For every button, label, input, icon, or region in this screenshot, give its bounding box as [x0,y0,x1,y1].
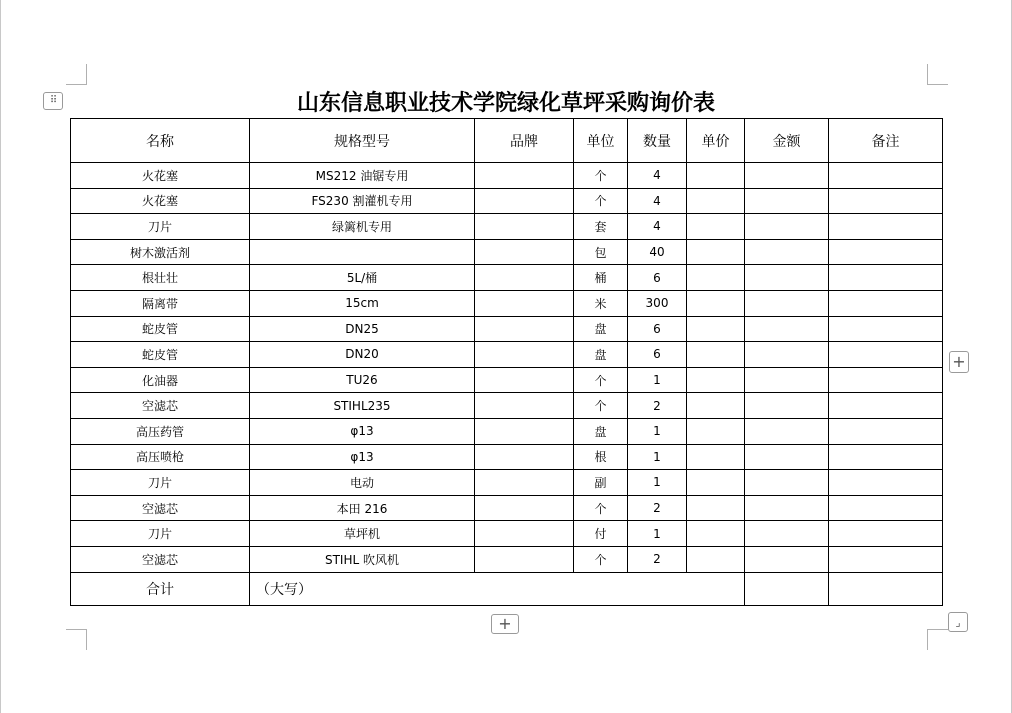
cell-name[interactable]: 空滤芯 [71,393,250,419]
cell-name[interactable]: 树木激活剂 [71,239,250,265]
cell-name[interactable]: 火花塞 [71,163,250,189]
cell-quantity[interactable]: 1 [628,521,687,547]
cell-unit-price[interactable] [687,265,745,291]
header-unit: 单位 [574,119,628,163]
table-row [71,521,943,547]
cell-amount[interactable] [745,367,829,393]
cell-unit-price[interactable] [687,316,745,342]
cell-unit-price[interactable] [687,546,745,572]
table-row [71,444,943,470]
cell-brand[interactable] [475,393,574,419]
cell-name[interactable]: 蛇皮管 [71,342,250,368]
cell-unit-price[interactable] [687,470,745,496]
cell-note[interactable] [829,290,943,316]
cell-note[interactable] [829,188,943,214]
cell-quantity[interactable]: 4 [628,163,687,189]
cell-spec[interactable]: 5L/桶 [250,265,475,291]
cell-spec[interactable]: 本田 216 [250,495,475,521]
cell-name[interactable]: 高压药管 [71,418,250,444]
cell-spec[interactable]: DN20 [250,342,475,368]
cell-spec[interactable]: STIHL235 [250,393,475,419]
table-row [71,214,943,240]
table-row [71,367,943,393]
cell-brand[interactable] [475,239,574,265]
cell-note[interactable] [829,342,943,368]
table-row [71,470,943,496]
total-note[interactable] [829,572,943,605]
cell-note[interactable] [829,470,943,496]
cell-amount[interactable] [745,521,829,547]
cell-amount[interactable] [745,418,829,444]
cell-unit-price[interactable] [687,444,745,470]
header-note: 备注 [829,119,943,163]
cell-note[interactable] [829,316,943,342]
cell-quantity[interactable]: 2 [628,393,687,419]
cell-brand[interactable] [475,470,574,496]
cell-note[interactable] [829,163,943,189]
cell-name[interactable]: 刀片 [71,521,250,547]
cell-name[interactable]: 刀片 [71,214,250,240]
cell-spec[interactable]: DN25 [250,316,475,342]
cell-quantity[interactable]: 2 [628,495,687,521]
cell-quantity[interactable]: 6 [628,342,687,368]
cell-amount[interactable] [745,470,829,496]
cell-brand[interactable] [475,163,574,189]
total-row [71,572,943,605]
cell-amount[interactable] [745,546,829,572]
cell-unit-price[interactable] [687,393,745,419]
header-brand: 品牌 [475,119,574,163]
cell-spec[interactable]: 绿篱机专用 [250,214,475,240]
cell-spec[interactable]: φ13 [250,418,475,444]
table-row [71,239,943,265]
cell-brand[interactable] [475,418,574,444]
cell-quantity[interactable]: 4 [628,214,687,240]
cell-name[interactable]: 火花塞 [71,188,250,214]
cell-name[interactable]: 化油器 [71,367,250,393]
total-amount[interactable] [745,572,829,605]
cell-spec[interactable]: MS212 油锯专用 [250,163,475,189]
cell-brand[interactable] [475,495,574,521]
cell-unit[interactable]: 个 [574,367,628,393]
cell-name[interactable]: 空滤芯 [71,495,250,521]
total-in-words[interactable]: （大写） [250,572,745,605]
cell-unit-price[interactable] [687,342,745,368]
cell-amount[interactable] [745,239,829,265]
cell-unit[interactable]: 个 [574,163,628,189]
cell-amount[interactable] [745,265,829,291]
table-row [71,546,943,572]
cell-unit[interactable]: 个 [574,546,628,572]
margin-corner-bottom-right [927,629,948,650]
cell-unit[interactable]: 个 [574,393,628,419]
cell-amount[interactable] [745,444,829,470]
table-resize-handle-icon[interactable]: ⌟ [948,612,968,632]
cell-note[interactable] [829,418,943,444]
cell-quantity[interactable]: 300 [628,290,687,316]
cell-unit-price[interactable] [687,418,745,444]
inquiry-table [70,118,943,606]
cell-note[interactable] [829,521,943,547]
table-row [71,290,943,316]
cell-note[interactable] [829,393,943,419]
cell-brand[interactable] [475,521,574,547]
cell-name[interactable]: 刀片 [71,470,250,496]
cell-unit[interactable]: 根 [574,444,628,470]
cell-brand[interactable] [475,265,574,291]
cell-unit[interactable]: 付 [574,521,628,547]
cell-quantity[interactable]: 4 [628,188,687,214]
header-quantity: 数量 [628,119,687,163]
cell-amount[interactable] [745,188,829,214]
cell-spec[interactable]: 草坪机 [250,521,475,547]
cell-unit-price[interactable] [687,367,745,393]
table-row [71,393,943,419]
cell-unit-price[interactable] [687,214,745,240]
header-unit-price: 单价 [687,119,745,163]
header-name: 名称 [71,119,250,163]
cell-amount[interactable] [745,163,829,189]
cell-note[interactable] [829,239,943,265]
cell-brand[interactable] [475,546,574,572]
cell-brand[interactable] [475,316,574,342]
cell-brand[interactable] [475,342,574,368]
cell-note[interactable] [829,495,943,521]
cell-amount[interactable] [745,290,829,316]
cell-unit[interactable]: 包 [574,239,628,265]
cell-unit-price[interactable] [687,290,745,316]
table-row [71,316,943,342]
cell-quantity[interactable]: 2 [628,546,687,572]
cell-amount[interactable] [745,393,829,419]
margin-corner-top-right [927,64,948,85]
cell-unit[interactable]: 桶 [574,265,628,291]
cell-unit[interactable]: 盘 [574,418,628,444]
cell-brand[interactable] [475,444,574,470]
cell-unit-price[interactable] [687,495,745,521]
add-column-button[interactable]: + [949,351,969,373]
cell-unit-price[interactable] [687,188,745,214]
cell-spec[interactable]: 电动 [250,470,475,496]
cell-spec[interactable]: STIHL 吹风机 [250,546,475,572]
margin-corner-bottom-left [66,629,87,650]
cell-unit-price[interactable] [687,521,745,547]
cell-quantity[interactable]: 1 [628,444,687,470]
cell-spec[interactable] [250,239,475,265]
cell-amount[interactable] [745,214,829,240]
table-row [71,495,943,521]
cell-unit[interactable]: 个 [574,495,628,521]
table-row [71,342,943,368]
table-row [71,188,943,214]
document-title: 山东信息职业技术学院绿化草坪采购询价表 [296,90,715,116]
table-row [71,418,943,444]
cell-quantity[interactable]: 40 [628,239,687,265]
header-row [71,119,943,163]
cell-note[interactable] [829,444,943,470]
cell-quantity[interactable]: 1 [628,470,687,496]
cell-spec[interactable]: FS230 割灌机专用 [250,188,475,214]
total-label: 合计 [71,572,250,605]
cell-unit[interactable]: 副 [574,470,628,496]
cell-spec[interactable]: φ13 [250,444,475,470]
header-amount: 金额 [745,119,829,163]
cell-unit-price[interactable] [687,239,745,265]
cell-spec[interactable]: 15cm [250,290,475,316]
cell-quantity[interactable]: 6 [628,316,687,342]
add-row-button[interactable]: + [491,614,519,634]
cell-amount[interactable] [745,495,829,521]
cell-name[interactable]: 空滤芯 [71,546,250,572]
cell-brand[interactable] [475,188,574,214]
cell-note[interactable] [829,214,943,240]
cell-quantity[interactable]: 1 [628,367,687,393]
cell-brand[interactable] [475,214,574,240]
cell-unit[interactable]: 盘 [574,316,628,342]
cell-note[interactable] [829,367,943,393]
table-row [71,163,943,189]
cell-amount[interactable] [745,342,829,368]
cell-note[interactable] [829,265,943,291]
page-left-edge [0,0,1,713]
cell-unit-price[interactable] [687,163,745,189]
cell-quantity[interactable]: 1 [628,418,687,444]
cell-brand[interactable] [475,290,574,316]
cell-name[interactable]: 隔离带 [71,290,250,316]
cell-name[interactable]: 高压喷枪 [71,444,250,470]
cell-name[interactable]: 蛇皮管 [71,316,250,342]
table-row [71,265,943,291]
header-spec: 规格型号 [250,119,475,163]
cell-unit[interactable]: 盘 [574,342,628,368]
cell-amount[interactable] [745,316,829,342]
margin-corner-top-left [66,64,87,85]
cell-brand[interactable] [475,367,574,393]
cell-name[interactable]: 根壮壮 [71,265,250,291]
cell-unit[interactable]: 个 [574,188,628,214]
cell-quantity[interactable]: 6 [628,265,687,291]
cell-unit[interactable]: 米 [574,290,628,316]
cell-note[interactable] [829,546,943,572]
table-move-handle-icon[interactable]: ⠿ [43,92,63,110]
cell-unit[interactable]: 套 [574,214,628,240]
cell-spec[interactable]: TU26 [250,367,475,393]
